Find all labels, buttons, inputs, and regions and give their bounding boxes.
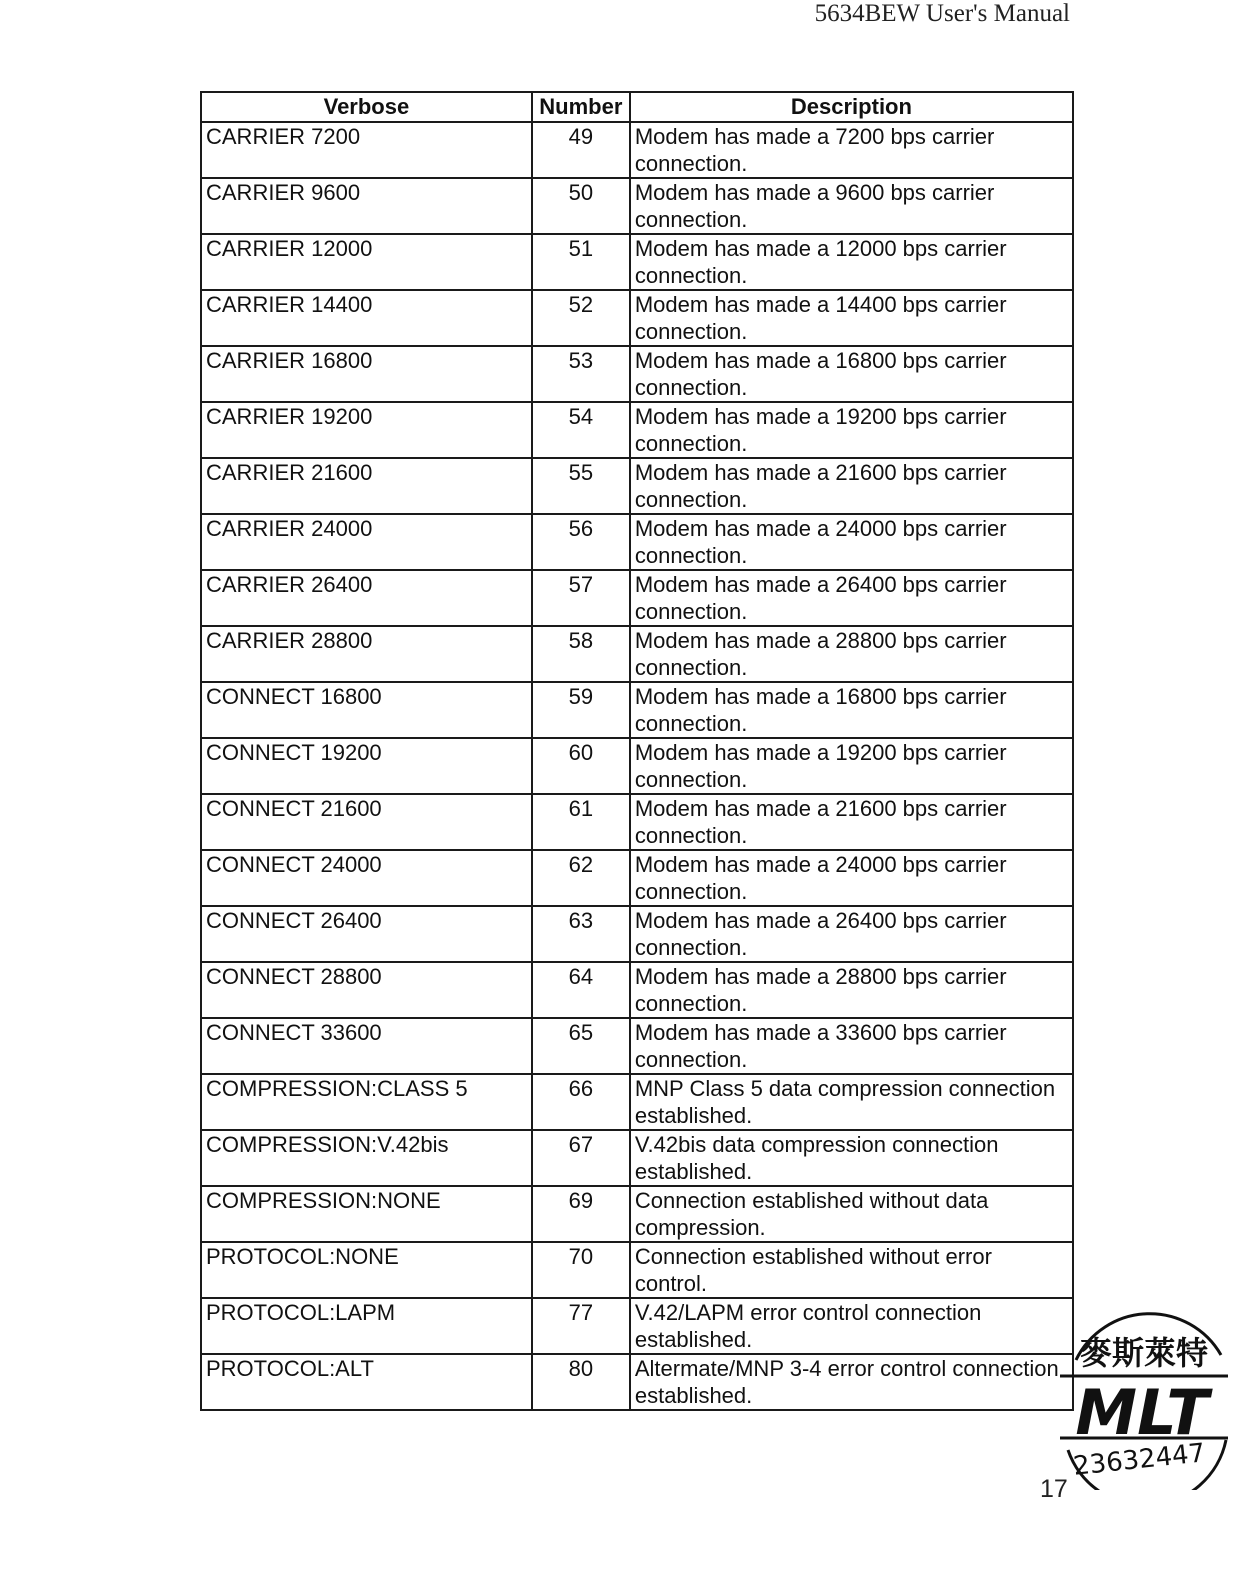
cell-description: Modem has made a 24000 bps carrier connection. xyxy=(630,850,1073,906)
cell-description: Modem has made a 7200 bps carrier connection. xyxy=(630,122,1073,178)
cell-verbose: COMPRESSION:CLASS 5 xyxy=(201,1074,532,1130)
table-row xyxy=(201,290,1073,346)
table-row xyxy=(201,514,1073,570)
cell-description: MNP Class 5 data compression connection established. xyxy=(630,1074,1073,1130)
cell-description: Modem has made a 21600 bps carrier connection. xyxy=(630,458,1073,514)
cell-verbose: CONNECT 28800 xyxy=(201,962,532,1018)
cell-description: Modem has made a 19200 bps carrier connection. xyxy=(630,738,1073,794)
cell-number: 69 xyxy=(532,1186,630,1242)
cell-description: Modem has made a 21600 bps carrier connection. xyxy=(630,794,1073,850)
cell-verbose: CONNECT 33600 xyxy=(201,1018,532,1074)
cell-verbose: PROTOCOL:NONE xyxy=(201,1242,532,1298)
cell-verbose: PROTOCOL:LAPM xyxy=(201,1298,532,1354)
cell-verbose: CARRIER 16800 xyxy=(201,346,532,402)
cell-description: V.42/LAPM error control connection established. xyxy=(630,1298,1073,1354)
cell-number: 70 xyxy=(532,1242,630,1298)
table-row xyxy=(201,794,1073,850)
cell-description: Altermate/MNP 3-4 error control connection established. xyxy=(630,1354,1073,1410)
cell-description: Modem has made a 28800 bps carrier connection. xyxy=(630,626,1073,682)
cell-description: Modem has made a 33600 bps carrier connection. xyxy=(630,1018,1073,1074)
cell-description: Modem has made a 24000 bps carrier connection. xyxy=(630,514,1073,570)
cell-number: 63 xyxy=(532,906,630,962)
column-header-number: Number xyxy=(532,92,630,122)
cell-verbose: CONNECT 26400 xyxy=(201,906,532,962)
cell-number: 80 xyxy=(532,1354,630,1410)
cell-number: 54 xyxy=(532,402,630,458)
table-row xyxy=(201,122,1073,178)
table-row xyxy=(201,1298,1073,1354)
cell-verbose: CARRIER 14400 xyxy=(201,290,532,346)
cell-verbose: COMPRESSION:V.42bis xyxy=(201,1130,532,1186)
table-row xyxy=(201,682,1073,738)
cell-number: 56 xyxy=(532,514,630,570)
cell-number: 55 xyxy=(532,458,630,514)
company-stamp xyxy=(1056,1300,1234,1490)
cell-number: 65 xyxy=(532,1018,630,1074)
cell-description: Modem has made a 16800 bps carrier connection. xyxy=(630,682,1073,738)
cell-verbose: CONNECT 21600 xyxy=(201,794,532,850)
table-body xyxy=(201,122,1073,1410)
table-row xyxy=(201,234,1073,290)
stamp-phone-text: 23632447 xyxy=(1071,1438,1207,1482)
cell-verbose: CARRIER 26400 xyxy=(201,570,532,626)
table-row xyxy=(201,1130,1073,1186)
cell-description: Connection established without error control. xyxy=(630,1242,1073,1298)
cell-description: Modem has made a 28800 bps carrier connection. xyxy=(630,962,1073,1018)
table-row xyxy=(201,1074,1073,1130)
cell-number: 59 xyxy=(532,682,630,738)
cell-number: 60 xyxy=(532,738,630,794)
cell-description: Connection established without data compression. xyxy=(630,1186,1073,1242)
cell-number: 64 xyxy=(532,962,630,1018)
cell-verbose: CARRIER 24000 xyxy=(201,514,532,570)
table-row xyxy=(201,570,1073,626)
table-row xyxy=(201,1354,1073,1410)
cell-number: 50 xyxy=(532,178,630,234)
column-header-description: Description xyxy=(630,92,1073,122)
cell-verbose: CARRIER 21600 xyxy=(201,458,532,514)
cell-verbose: CARRIER 7200 xyxy=(201,122,532,178)
table-row xyxy=(201,1018,1073,1074)
cell-description: Modem has made a 9600 bps carrier connection. xyxy=(630,178,1073,234)
cell-verbose: CONNECT 16800 xyxy=(201,682,532,738)
cell-number: 66 xyxy=(532,1074,630,1130)
cell-number: 53 xyxy=(532,346,630,402)
cell-description: Modem has made a 14400 bps carrier connection. xyxy=(630,290,1073,346)
table-row xyxy=(201,850,1073,906)
cell-number: 49 xyxy=(532,122,630,178)
table-header-row xyxy=(201,92,1073,122)
cell-number: 62 xyxy=(532,850,630,906)
table-row xyxy=(201,626,1073,682)
cell-verbose: CONNECT 19200 xyxy=(201,738,532,794)
cell-verbose: PROTOCOL:ALT xyxy=(201,1354,532,1410)
cell-verbose: CARRIER 12000 xyxy=(201,234,532,290)
cell-description: Modem has made a 19200 bps carrier connection. xyxy=(630,402,1073,458)
result-codes-table xyxy=(200,91,1074,1411)
table-row xyxy=(201,346,1073,402)
cell-description: V.42bis data compression connection established. xyxy=(630,1130,1073,1186)
cell-description: Modem has made a 26400 bps carrier connection. xyxy=(630,906,1073,962)
stamp-logo-text: MLT xyxy=(1075,1376,1209,1449)
cell-verbose: CONNECT 24000 xyxy=(201,850,532,906)
table-row xyxy=(201,906,1073,962)
column-header-verbose: Verbose xyxy=(201,92,532,122)
cell-number: 58 xyxy=(532,626,630,682)
cell-verbose: CARRIER 19200 xyxy=(201,402,532,458)
cell-number: 67 xyxy=(532,1130,630,1186)
cell-number: 51 xyxy=(532,234,630,290)
table-row xyxy=(201,458,1073,514)
table-row xyxy=(201,402,1073,458)
cell-description: Modem has made a 26400 bps carrier connection. xyxy=(630,570,1073,626)
cell-description: Modem has made a 16800 bps carrier connection. xyxy=(630,346,1073,402)
stamp-chinese-text: 麥斯萊特 xyxy=(1079,1334,1209,1372)
table-row xyxy=(201,738,1073,794)
cell-verbose: CARRIER 28800 xyxy=(201,626,532,682)
cell-number: 52 xyxy=(532,290,630,346)
cell-verbose: COMPRESSION:NONE xyxy=(201,1186,532,1242)
cell-verbose: CARRIER 9600 xyxy=(201,178,532,234)
table-row xyxy=(201,1186,1073,1242)
table-row xyxy=(201,962,1073,1018)
cell-number: 61 xyxy=(532,794,630,850)
running-header: 5634BEW User's Manual xyxy=(814,0,1070,27)
page-number: 17 xyxy=(1040,1475,1068,1503)
cell-number: 77 xyxy=(532,1298,630,1354)
cell-number: 57 xyxy=(532,570,630,626)
table-row xyxy=(201,1242,1073,1298)
table-row xyxy=(201,178,1073,234)
cell-description: Modem has made a 12000 bps carrier connection. xyxy=(630,234,1073,290)
